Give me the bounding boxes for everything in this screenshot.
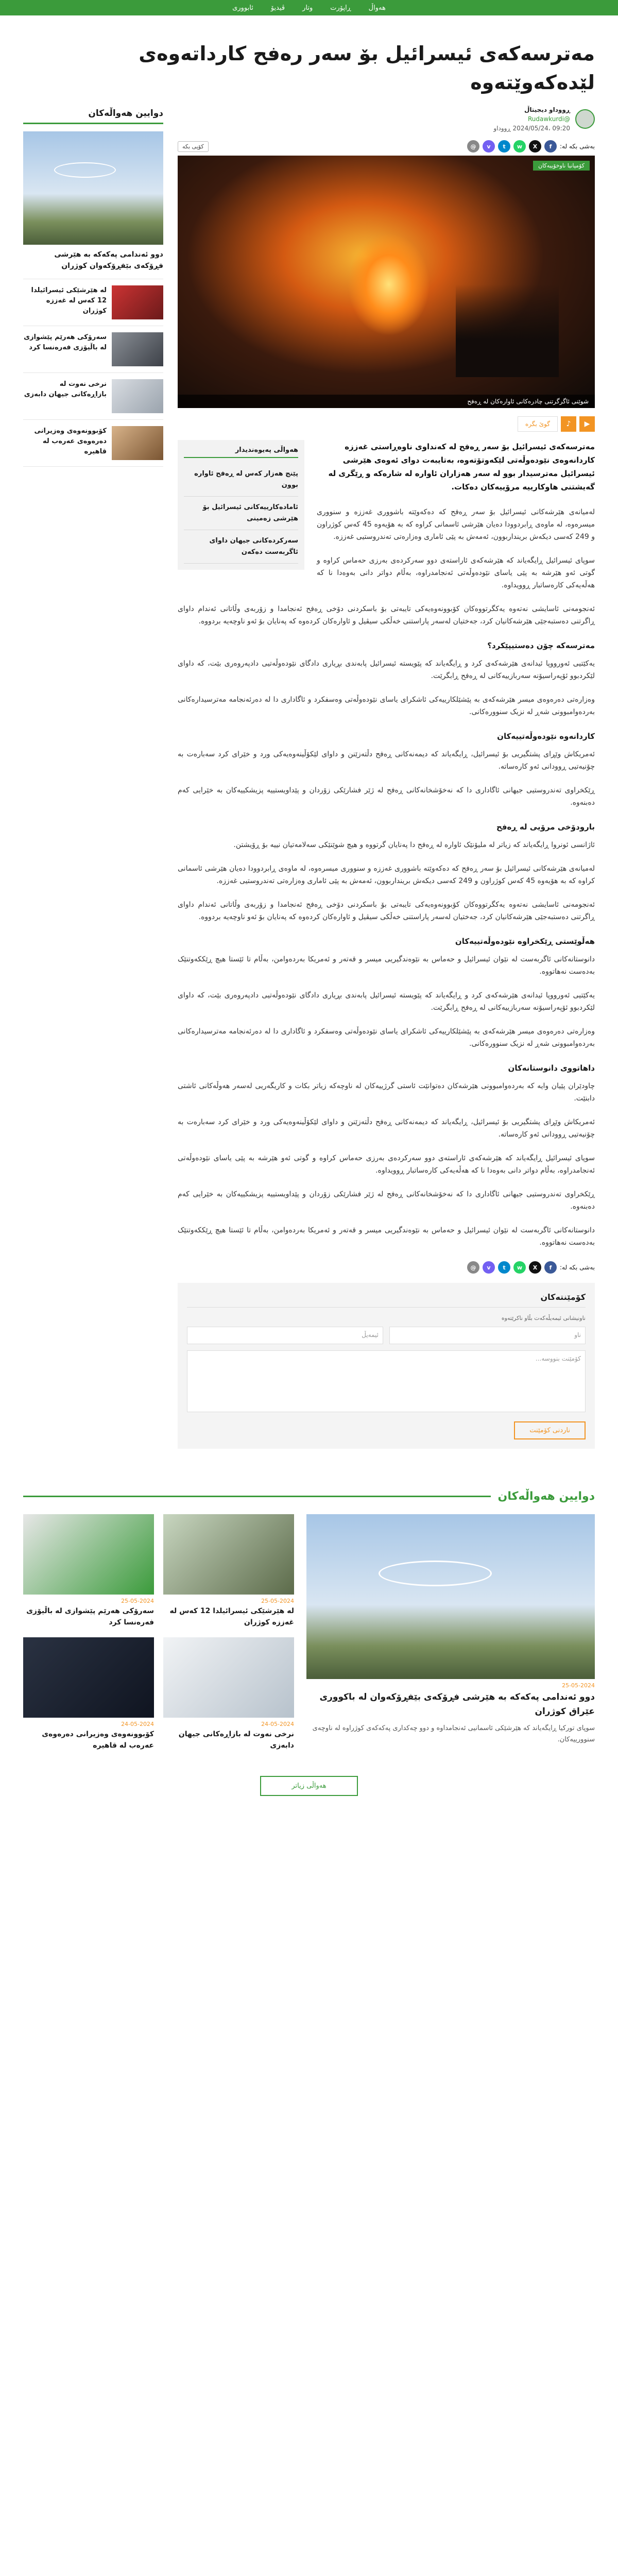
author-meta — [493, 105, 570, 133]
article-lead: مەترسەکەی ئیسرائیل بۆ سەر ڕەفح لە کەنداوی ناوەڕاستی غەززە کاردانەوەی نێودەوڵەتی لێکەوتۆتەوە، بەتایبەت دوای ئەوەی هێرشی ئیسرائیل مەترسیدار بوو لە سەر هەزاران ئاوارە لە شارەکە و ڕێگری لە گەیشتنی هاوکارییە مرۆییەکان دەکات. — [328, 442, 595, 492]
nav-item-opinion[interactable]: وتار — [302, 4, 313, 12]
paragraph: یەکێتیی ئەورووپا ئیدانەی هێرشەکەی کرد و ڕایگەیاند کە پێویستە ئیسرائیل پابەندی بڕیاری دادگای نێودەوڵەتیی دادپەروەری بێت، کە داوای لێکردبوو ئۆپەراسیۆنە سەربازییەکانی لە ڕەفح ڕابگرێت. — [178, 991, 595, 1012]
subheading: هەڵوێستی ڕێکخراوە نێودەوڵەتییەکان — [455, 937, 595, 946]
hero-image — [178, 156, 595, 408]
date-tag: 25-05-2024 — [261, 1598, 294, 1604]
viber-icon[interactable]: v — [483, 140, 495, 152]
latest-feature-title: دوو ئەندامی پەکەکە بە هێرشی فڕۆکەی بێفڕۆکەوان لە باکووری عێراق کوژران — [319, 1692, 595, 1717]
latest-card[interactable] — [23, 1637, 154, 1751]
sidebar-item-title: لە هێرشێکی ئیسرائیلدا 12 کەس لە غەززە کوژران — [31, 286, 107, 315]
telegram-icon[interactable]: t — [498, 1261, 510, 1274]
latest-card-title: نرخی نەوت لە بازاڕەکانی جیهان دابەزی — [178, 1730, 294, 1750]
subheading: داهاتووی دانوستانەکان — [508, 1063, 595, 1073]
paragraph: سوپای ئیسرائیل ڕایگەیاند کە هێرشەکەی ئاراستەی دوو سەرکردەی بەرزی حەماس کراوە و گوتی ئەو هێرشە بە پێی یاسای نێودەوڵەتی ئەنجامدراوە، بەڵام دواتر دانی بەوەدا نا کە هەڵەیەکی کارەساتبار ڕوویداوە. — [178, 1154, 595, 1175]
send-comment-button[interactable]: ناردنی کۆمێنت — [514, 1421, 586, 1439]
related-item[interactable]: ئامادەکارییەکانی ئیسرائیل بۆ هێرشی زەمینی — [184, 497, 298, 530]
whatsapp-icon[interactable]: w — [513, 1261, 526, 1274]
article-body — [178, 440, 595, 603]
paragraph: ڕێکخراوی تەندروستیی جیهانی ئاگاداری دا کە نەخۆشخانەکانی ڕەفح لە ژێر فشارێکی زۆردان و پێداویستییە پزیشکییەکان بە خێرایی کەم دەبنەوە. — [178, 1190, 595, 1211]
facebook-icon[interactable]: f — [544, 1261, 557, 1274]
sidebar-item[interactable] — [23, 279, 163, 326]
paragraph: لەمیانەی هێرشەکانی ئیسرائیل بۆ سەر ڕەفح کە دەکەوێتە باشووری غەززە و سنووری میسرەوە، لە ماوەی ڕابردوودا دەیان هێرشی ئاسمانی کراوە کە بە هۆیەوە 45 کەس کوژراون و 249 کەسی دیکەش برینداربوون، ئەمەش بە پێی ئاماری وەزارەتی تەندروستیی غەززە. — [317, 508, 595, 541]
sidebar-item[interactable] — [23, 420, 163, 467]
play-icon[interactable]: ▶ — [579, 416, 595, 432]
latest-feature[interactable] — [306, 1514, 595, 1751]
date-tag: 25-05-2024 — [562, 1682, 595, 1689]
latest-card-image — [23, 1637, 154, 1718]
divider — [23, 1496, 491, 1497]
share-bottom — [178, 1261, 595, 1274]
image-badge: کۆمپانیا ناوخۆییەکان — [533, 161, 590, 171]
fire-glow — [348, 233, 430, 336]
paragraph: وەزارەتی دەرەوەی میسر هێرشەکەی بە پێشێلکارییەکی ئاشکرای یاسای نێودەوڵەتی وەسفکرد و ئاگاداری دا لە دەرئەنجامە مەترسیدارەکانی بەردەوامبوونی شەڕ لە نزیک سنوورەکانی. — [178, 1027, 595, 1048]
sidebar-feature-image[interactable] — [23, 131, 163, 245]
comments-section — [178, 1283, 595, 1449]
nav-item-report[interactable]: ڕاپۆرت — [330, 4, 351, 12]
latest-card[interactable] — [163, 1514, 294, 1628]
article-text — [317, 440, 595, 603]
latest-small-grid — [23, 1514, 294, 1751]
sidebar — [23, 102, 163, 1469]
x-icon[interactable]: X — [529, 1261, 541, 1274]
facebook-icon[interactable]: f — [544, 140, 557, 152]
paragraph: ئەمریکاش وێڕای پشتگیریی بۆ ئیسرائیل، ڕایگەیاند کە دیمەنەکانی ڕەفح دڵتەزێنن و داوای لێکۆڵینەوەیەکی ورد و خێرای کرد سەبارەت بە چۆنیەتیی ڕوودانی ئەو کارەساتە. — [178, 1118, 595, 1139]
top-nav — [0, 0, 618, 15]
copy-link-button[interactable]: کۆپی بکە — [178, 141, 209, 152]
thumbnail — [112, 379, 163, 413]
paragraph: ئەمریکاش وێڕای پشتگیریی بۆ ئیسرائیل، ڕایگەیاند کە دیمەنەکانی ڕەفح دڵتەزێنن و داوای لێکۆڵینەوەیەکی ورد و خێرای کرد سەبارەت بە چۆنیەتیی ڕوودانی ئەو کارەساتە. — [178, 750, 595, 771]
paragraph: وەزارەتی دەرەوەی میسر هێرشەکەی بە پێشێلکارییەکی ئاشکرای یاسای نێودەوڵەتی وەسفکرد و ئاگاداری دا لە دەرئەنجامە مەترسیدارەکانی بەردەوامبوونی شەڕ لە نزیک سنوورەکانی. — [178, 696, 595, 716]
share-row — [178, 140, 595, 152]
name-field[interactable]: ناو — [389, 1327, 586, 1344]
paragraph: سوپای ئیسرائیل ڕایگەیاند کە هێرشەکەی ئاراستەی دوو سەرکردەی بەرزی حەماس کراوە و گوتی ئەو هێرشە بە پێی یاسای نێودەوڵەتی ئەنجامدراوە، بەڵام دواتر دانی بەوەدا نا کە هەڵەیەکی کارەساتبار ڕوویداوە. — [317, 556, 595, 589]
paragraph: ئاژانسی ئونروا ڕایگەیاند کە زیاتر لە ملیۆنێک ئاوارە لە ڕەفح دا پەنایان گرتووە و هیچ شوێنێکی سەلامەتیان نییە بۆ ڕۆیشتن. — [233, 841, 595, 849]
latest-card-title: لە هێرشێکی ئیسرائیلدا 12 کەس لە غەززە کوژران — [169, 1607, 294, 1626]
sidebar-title: دوایین هەواڵەکان — [23, 108, 163, 124]
viber-icon[interactable]: v — [483, 1261, 495, 1274]
sidebar-item-title: کۆبوونەوەی وەزیرانی دەرەوەی عەرەب لە قاهیرە — [34, 427, 107, 455]
article-title: مەترسەکەی ئیسرائیل بۆ سەر رەفح کارداتەوەی لێدەکەوێتەوە — [139, 42, 595, 94]
thumbnail — [112, 285, 163, 319]
author-name[interactable]: ڕووداو دیجیتاڵ — [524, 106, 570, 113]
subheading: بارودۆخی مرۆیی لە ڕەفح — [496, 822, 595, 832]
author-block — [178, 105, 595, 133]
nav-item-economy[interactable]: ئابووری — [232, 4, 253, 12]
email-icon[interactable]: @ — [467, 140, 479, 152]
email-icon[interactable]: @ — [467, 1261, 479, 1274]
sidebar-item[interactable] — [23, 326, 163, 373]
comment-textarea[interactable]: کۆمێنت بنووسە... — [187, 1350, 586, 1412]
comment-fields-row — [187, 1327, 586, 1350]
related-item[interactable]: سەرکردەکانی جیهان داوای ئاگربەست دەکەن — [184, 530, 298, 564]
related-item[interactable]: پێنج هەزار کەس لە ڕەفح ئاوارە بوون — [184, 463, 298, 497]
paragraph: ئەنجومەنی ئاسایشی نەتەوە یەکگرتووەکان کۆبوونەوەیەکی تایبەتی بۆ باسکردنی دۆخی ڕەفح ئەنجامدا و زۆربەی وڵاتانی ئەندام داوای ڕاگرتنی دەستبەجێی هێرشەکانیان کرد، جەختیان لەسەر پاراستنی خەڵکی سیڤیل و ئاوارەکان کردەوە کە پەنایان بۆ ئەو ناوچەیە بردووە. — [178, 605, 595, 625]
sidebar-item[interactable] — [23, 373, 163, 420]
author-handle[interactable]: @Rudawkurdi — [527, 115, 570, 123]
smoke-trail — [379, 1561, 492, 1586]
paragraph: یەکێتیی ئەورووپا ئیدانەی هێرشەکەی کرد و ڕایگەیاند کە پێویستە ئیسرائیل پابەندی بڕیاری دادگای نێودەوڵەتیی دادپەروەری بێت، کە داوای لێکردبوو ئۆپەراسیۆنە سەربازییەکانی لە ڕەفح ڕابگرێت. — [178, 659, 595, 680]
latest-header — [23, 1490, 595, 1503]
latest-card-title: کۆبوونەوەی وەزیرانی دەرەوەی عەرەب لە قاهیرە — [42, 1730, 154, 1750]
date-tag: 24-05-2024 — [121, 1721, 154, 1727]
paragraph: دانوستانەکانی ئاگربەست لە نێوان ئیسرائیل و حەماس بە نێوەندگیریی میسر و قەتەر و ئەمریکا بەردەوامن، بەڵام تا ئێستا هیچ ڕێککەوتنێک بەدەست نەهاتووە. — [178, 1226, 595, 1247]
whatsapp-icon[interactable]: w — [513, 140, 526, 152]
avatar[interactable] — [575, 109, 595, 129]
sidebar-item-title: سەرۆکی هەرێم پێشوازی لە باڵیۆزی فەرەنسا کرد — [24, 333, 107, 351]
paragraph: چاودێران پێیان وایە کە بەردەوامبوونی هێرشەکان دەتوانێت ئاستی گرژییەکان لە ناوچەکە زیاتر بکات و کاریگەریی لەسەر هەوڵەکانی ئاشتی دابنێت. — [178, 1082, 595, 1103]
telegram-icon[interactable]: t — [498, 140, 510, 152]
image-caption: شوێنی ئاگرگرتنی چادرەکانی ئاوارەکان لە ڕەفح — [178, 395, 595, 408]
latest-card-title: سەرۆکی هەرێم پێشوازی لە باڵیۆزی فەرەنسا کرد — [26, 1607, 154, 1626]
nav-item-video[interactable]: ڤیدیۆ — [270, 4, 285, 12]
article-column — [178, 102, 595, 1469]
volume-icon[interactable]: ♪ — [561, 416, 576, 432]
thumbnail — [112, 426, 163, 460]
comments-hint: ناونیشانی ئیمەیڵەکەت بڵاو ناکرێتەوە — [501, 1315, 586, 1321]
latest-feature-image — [306, 1514, 595, 1679]
paragraph: ئەنجومەنی ئاسایشی نەتەوە یەکگرتووەکان کۆبوونەوەیەکی تایبەتی بۆ باسکردنی دۆخی ڕەفح ئەنجامدا و زۆربەی وڵاتانی ئەندام داوای ڕاگرتنی دەستبەجێی هێرشەکانیان کرد، جەختیان لەسەر پاراستنی خەڵکی سیڤیل و ئاوارەکان کردەوە کە پەنایان بۆ ئەو ناوچەیە بردووە. — [178, 901, 595, 921]
paragraph: دانوستانەکانی ئاگربەست لە نێوان ئیسرائیل و حەماس بە نێوەندگیریی میسر و قەتەر و ئەمریکا بەردەوامن، بەڵام تا ئێستا هیچ ڕێککەوتنێک بەدەست نەهاتووە. — [178, 955, 595, 976]
email-field[interactable]: ئیمەیڵ — [187, 1327, 383, 1344]
latest-feature-desc: سوپای تورکیا ڕایگەیاند کە هێرشێکی ئاسمانیی ئەنجامداوە و دوو چەکداری پەکەکەی کوژراوە لە ناوچەی سنوورییەکان. — [312, 1724, 595, 1743]
thumbnail — [112, 332, 163, 366]
audio-player — [178, 416, 595, 432]
latest-title: دوایین هەواڵەکان — [497, 1490, 595, 1503]
x-icon[interactable]: X — [529, 140, 541, 152]
comments-title: کۆمێنتەکان — [187, 1292, 586, 1308]
related-news-box — [178, 440, 304, 570]
date-tag: 24-05-2024 — [261, 1721, 294, 1727]
silhouettes — [456, 284, 559, 377]
publish-time: 09:20 ،2024/05/24 ڕووداو — [493, 125, 570, 132]
main-layout — [23, 102, 595, 1469]
share-label: بەشی بکە لە: — [560, 143, 595, 150]
latest-card[interactable] — [23, 1514, 154, 1628]
latest-card-image — [163, 1637, 294, 1718]
smoke-trail — [54, 162, 116, 178]
related-title: هەواڵی پەیوەندیدار — [184, 446, 298, 458]
latest-grid — [23, 1514, 595, 1751]
share-label: بەشی بکە لە: — [560, 1264, 595, 1271]
latest-card-image — [163, 1514, 294, 1595]
latest-card-image — [23, 1514, 154, 1595]
share-icons — [467, 140, 595, 152]
sidebar-item-title: نرخی نەوت لە بازاڕەکانی جیهان دابەزی — [24, 380, 107, 398]
listen-label[interactable]: گوێ بگرە — [518, 416, 558, 432]
latest-card[interactable] — [163, 1637, 294, 1751]
sidebar-feature-title[interactable]: دوو ئەندامی پەکەکە بە هێرشی فڕۆکەی بێفڕۆکەوان کوژران — [23, 245, 163, 279]
subheading: کاردانەوە نێودەوڵەتییەکان — [497, 732, 595, 741]
page-container — [23, 15, 595, 1796]
nav-item-news[interactable]: هەواڵ — [368, 4, 386, 12]
latest-news-section — [23, 1490, 595, 1796]
subheading: مەترسەکە چۆن دەستیپێکرد؟ — [487, 641, 595, 650]
more-news-button[interactable]: هەواڵی زیاتر — [260, 1776, 358, 1796]
paragraph: ڕێکخراوی تەندروستیی جیهانی ئاگاداری دا کە نەخۆشخانەکانی ڕەفح لە ژێر فشارێکی زۆردان و پێداویستییە پزیشکییەکان بە خێرایی کەم دەبنەوە. — [178, 786, 595, 807]
date-tag: 25-05-2024 — [121, 1598, 154, 1604]
paragraph: لەمیانەی هێرشەکانی ئیسرائیل بۆ سەر ڕەفح کە دەکەوێتە باشووری غەززە و سنووری میسرەوە، لە ماوەی ڕابردوودا دەیان هێرشی ئاسمانی کراوە کە بە هۆیەوە 45 کەس کوژراون و 249 کەسی دیکەش برینداربوون، ئەمەش بە پێی ئاماری وەزارەتی تەندروستیی غەززە. — [178, 865, 595, 885]
